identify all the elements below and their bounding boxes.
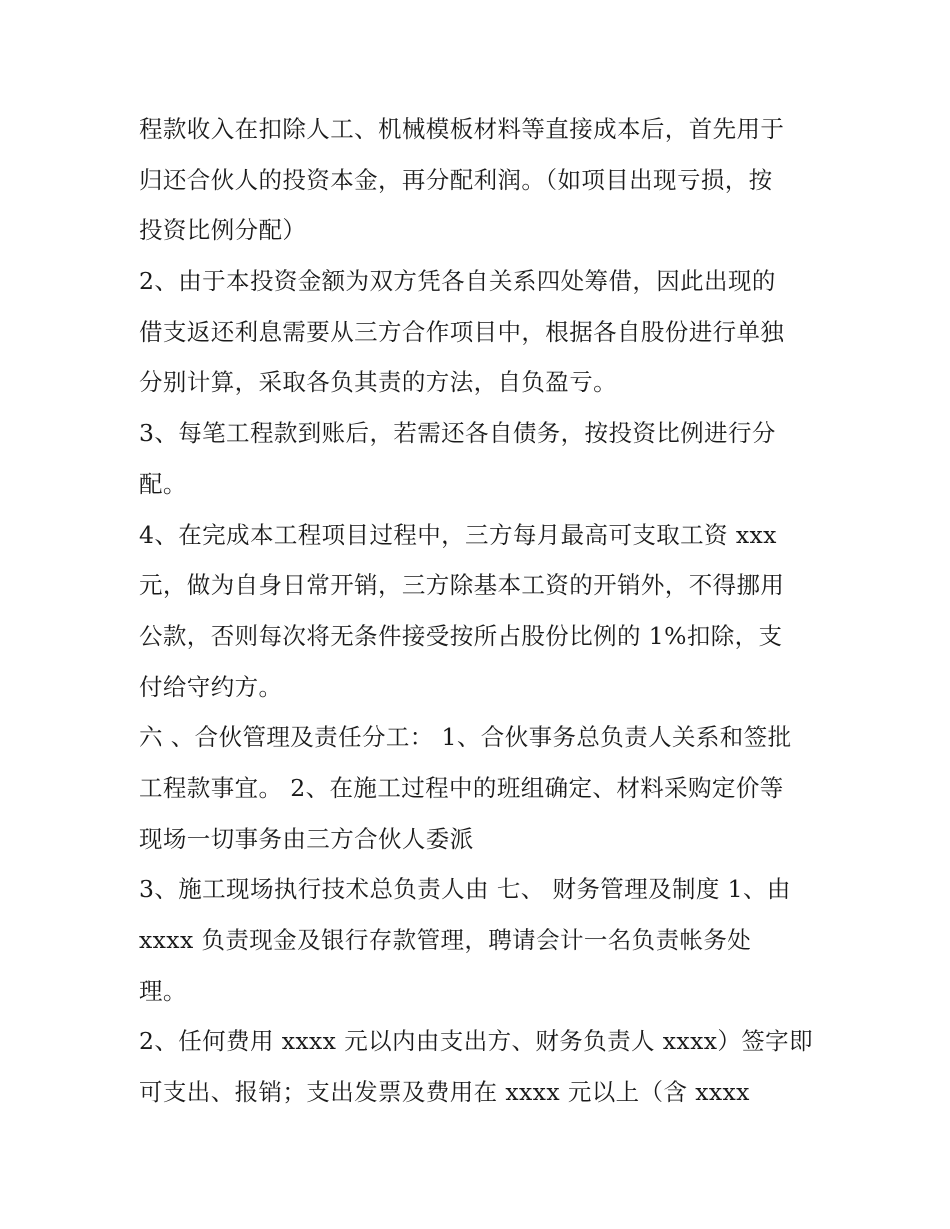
text-line: 3、施工现场执行技术总负责人由 七、 财务管理及制度 1、由 [139,875,791,904]
text-line: 配。 [139,469,187,498]
text-line: 2、由于本投资金额为双方凭各自关系四处筹借，因此出现的 [139,267,776,296]
document-body [139,104,829,1118]
text-line: 归还合伙人的投资本金，再分配利润。（如项目出现亏损，按 [139,165,773,194]
text-line: 公款，否则每次将无条件接受按所占股份比例的 1%扣除，支 [139,621,783,650]
text-line: 工程款事宜。 2、在施工过程中的班组确定、材料采购定价等 [139,773,784,802]
text-line: 4、在完成本工程项目过程中，三方每月最高可支取工资 xxx [139,520,777,549]
text-line: 六 、合伙管理及责任分工： 1、合伙事务总负责人关系和签批 [139,723,792,752]
text-line: 分别计算，采取各负其责的方法，自负盈亏。 [139,368,617,397]
text-line: 元，做为自身日常开销，三方除基本工资的开销外，不得挪用 [139,571,785,600]
text-line: 借支返还利息需要从三方合作项目中，根据各自股份进行单独 [139,317,785,346]
text-line: 可支出、报销；支出发票及费用在 xxxx 元以上（含 xxxx [139,1078,750,1107]
text-line: 现场一切事务由三方合伙人委派 [139,824,474,853]
text-line: 2、任何费用 xxxx 元以内由支出方、财务负责人 xxxx）签字即 [139,1027,813,1056]
text-line: 程款收入在扣除人工、机械模板材料等直接成本后，首先用于 [139,115,785,143]
text-line: 3、每笔工程款到账后，若需还各自债务，按投资比例进行分 [139,419,776,448]
text-line: 付给守约方。 [139,672,283,701]
text-line: xxxx 负责现金及银行存款管理，聘请会计一名负责帐务处 [139,926,752,954]
text-line: 理。 [139,976,187,1005]
text-line: 投资比例分配） [139,216,307,245]
